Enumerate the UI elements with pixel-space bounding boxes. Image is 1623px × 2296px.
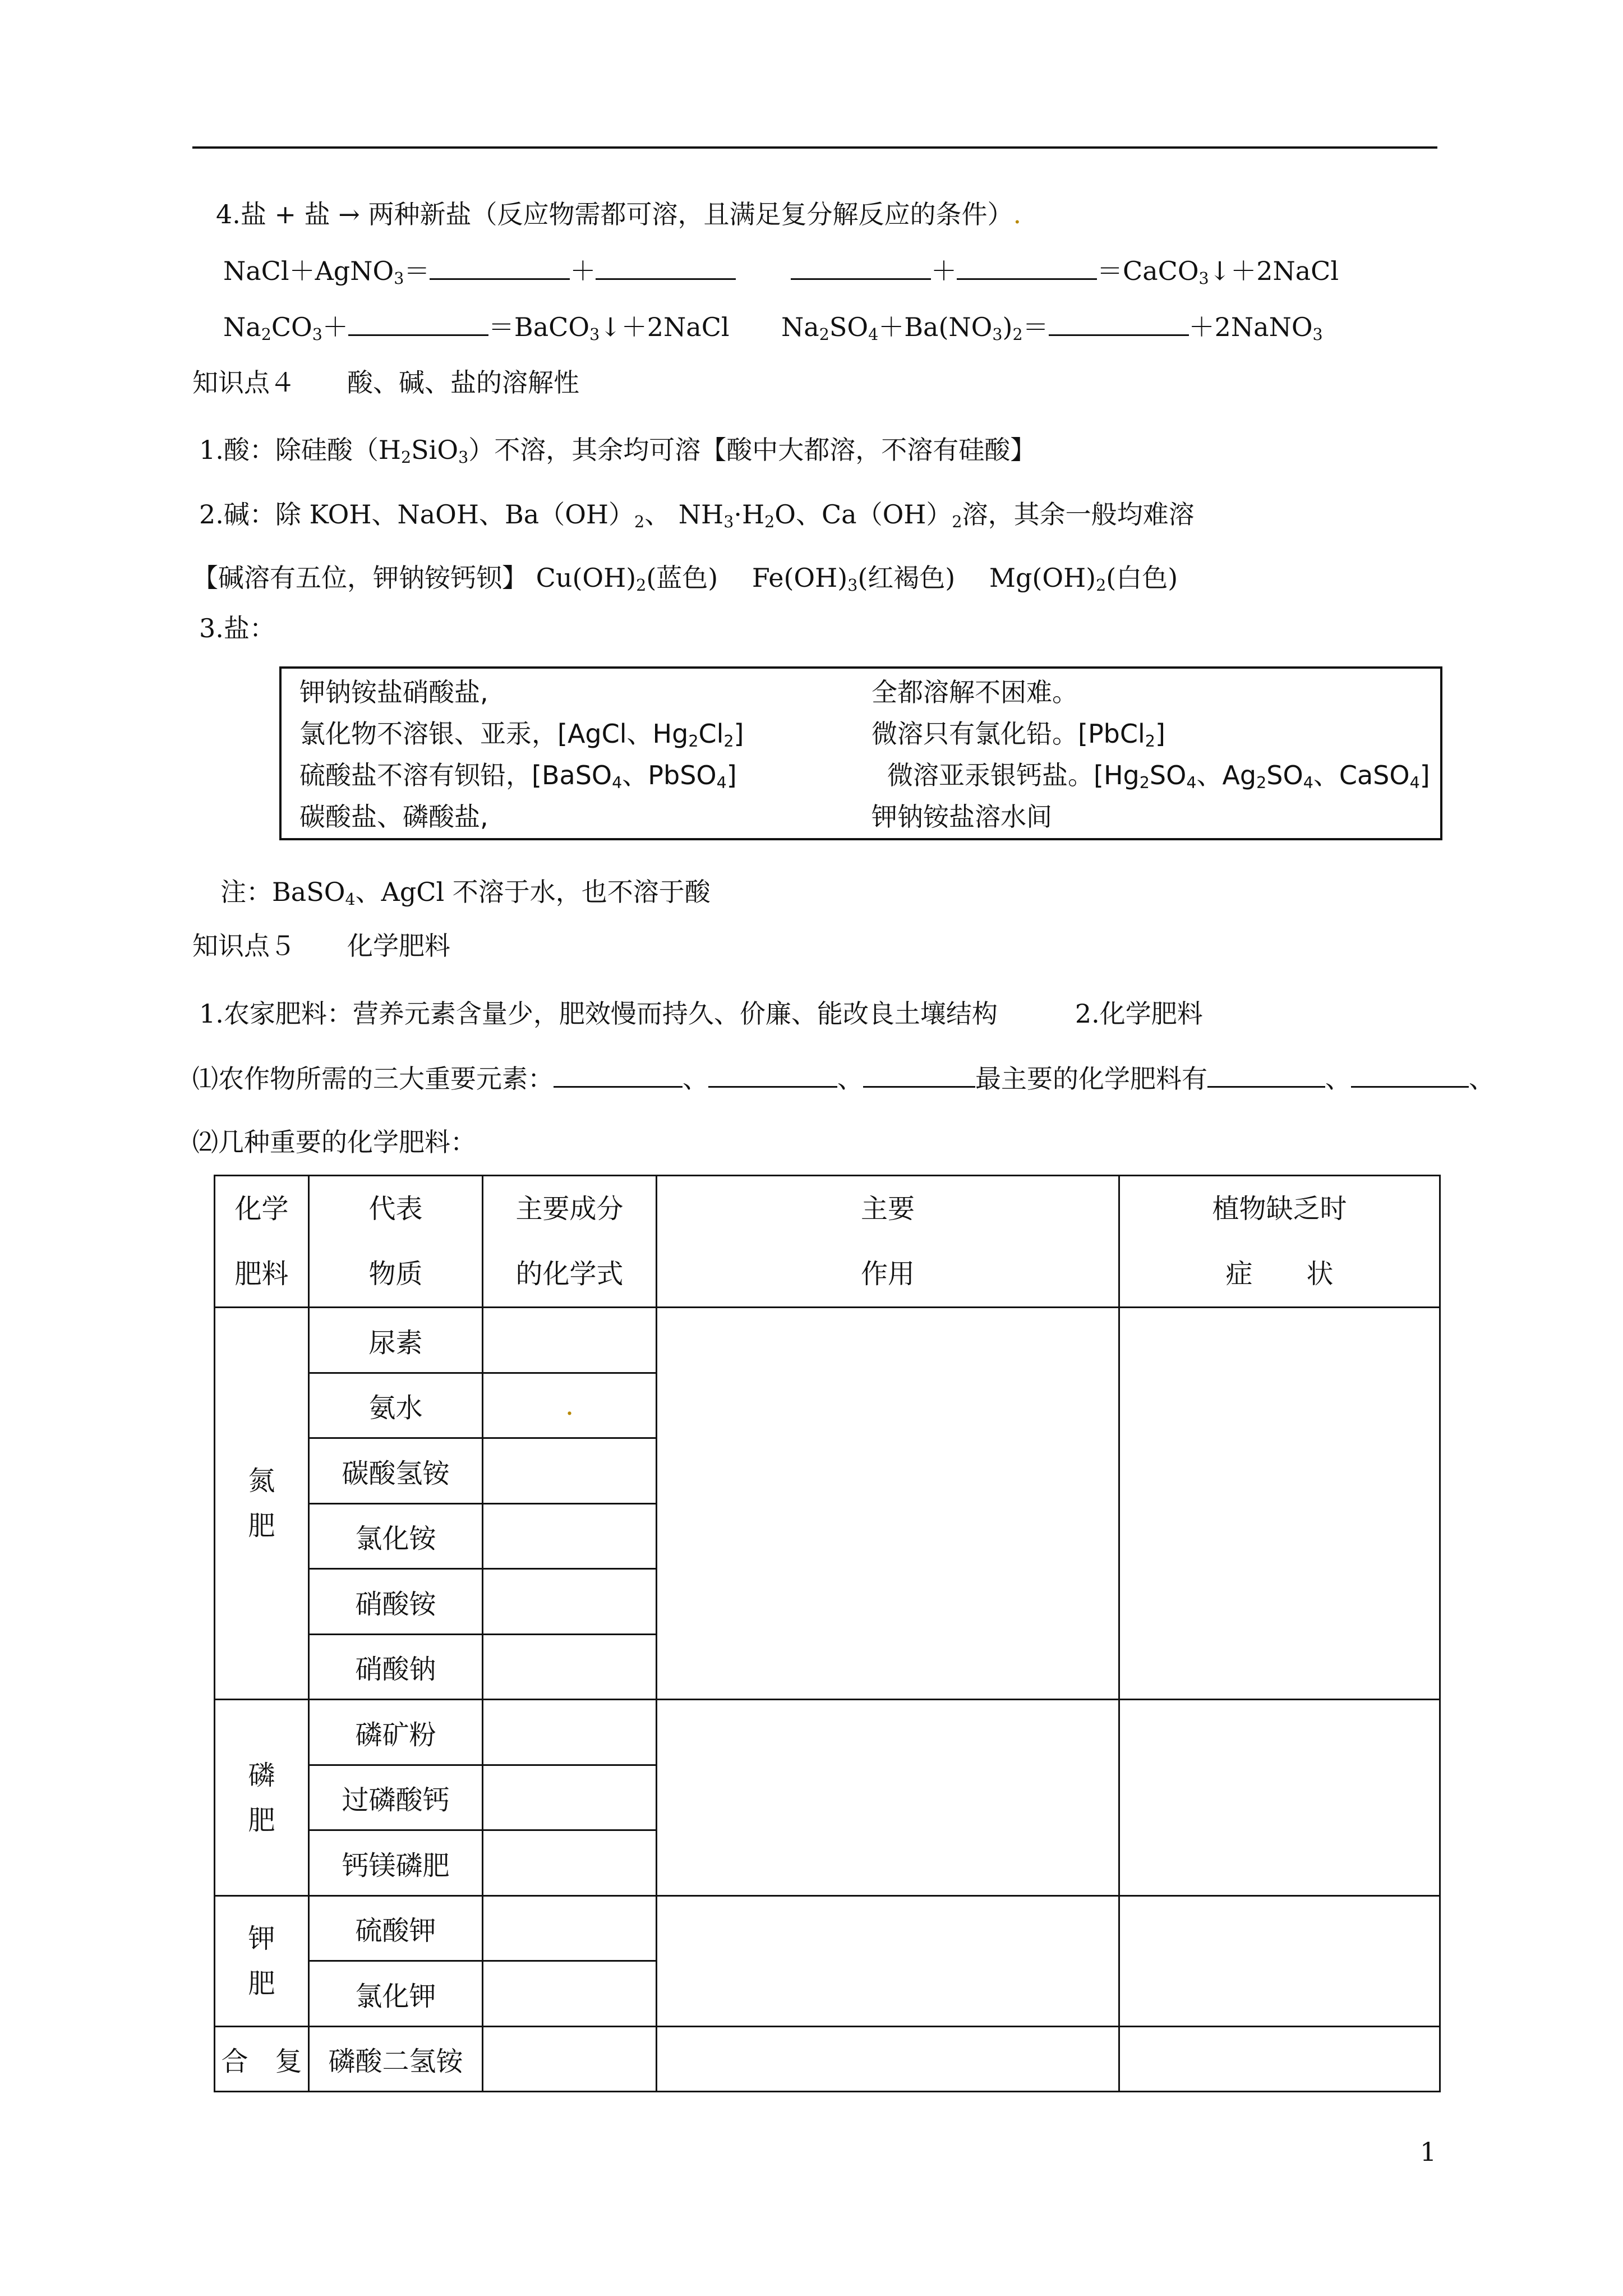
header-representative: 代表 物质: [309, 1176, 483, 1308]
header-fertilizer-type: 化学 肥料: [215, 1176, 309, 1308]
answer-blank[interactable]: [596, 254, 736, 280]
base-mnemonic: 【碱溶有五位，钾钠铵钙钡】 $Cu(OH)_2$(蓝色) $Fe(OH)_3$(红褐色) $Mg(OH)_2$(白色): [192, 563, 1178, 595]
formula-cell[interactable]: [483, 1896, 657, 1961]
box-row-2-left: 氯化物不溶银、亚汞，[AgCl、$Hg_2Cl_2$]: [299, 719, 744, 751]
equation-1: NaCl＋AgNO$_3$＝ ＋: [223, 254, 736, 288]
formula-cell[interactable]: [483, 1700, 657, 1765]
answer-blank[interactable]: [348, 310, 488, 336]
answer-blank[interactable]: [863, 1061, 975, 1088]
answer-blank[interactable]: [554, 1061, 683, 1088]
item-cell: 尿素: [309, 1308, 483, 1373]
answer-blank[interactable]: [430, 254, 570, 280]
box-row-4-right: 钾钠铵盐溶水间: [872, 802, 1052, 832]
stray-mark: .: [565, 1389, 574, 1421]
farm-fertilizer-text: 1.农家肥料：营养元素含量少，肥效慢而持久、价廉、能改良土壤结构 2.化学肥料: [199, 999, 1203, 1029]
deficiency-cell[interactable]: [1119, 1896, 1440, 2027]
formula-cell[interactable]: [483, 1438, 657, 1504]
function-cell[interactable]: [657, 2027, 1119, 2092]
category-compound: 合 复: [215, 2027, 309, 2092]
answer-blank[interactable]: [1049, 310, 1189, 336]
answer-blank[interactable]: [1351, 1061, 1469, 1088]
item-cell: 磷酸二氢铵: [309, 2027, 483, 2092]
table-header-row: [215, 1176, 1440, 1308]
box-row-1-right: 全都溶解不困难。: [872, 677, 1078, 707]
category-phosphorus: 磷 肥: [215, 1700, 309, 1896]
formula-cell[interactable]: [483, 1504, 657, 1569]
salt-salt-heading: 4.盐 + 盐 → 两种新盐（反应物需都可溶，且满足复分解反应的条件）.: [216, 199, 1022, 229]
item-cell: 钙镁磷肥: [309, 1830, 483, 1896]
function-cell[interactable]: [657, 1308, 1119, 1700]
deficiency-cell[interactable]: [1119, 1308, 1440, 1700]
formula-cell[interactable]: [483, 2027, 657, 2092]
table-row: [215, 1896, 1440, 1961]
knowledge-5-title: 知识点５ 化学肥料: [192, 931, 450, 961]
item-cell: 过磷酸钙: [309, 1765, 483, 1830]
formula-cell[interactable]: [483, 1830, 657, 1896]
item-cell: 碳酸氢铵: [309, 1438, 483, 1504]
equation-4: $Na_2SO_4+Ba(NO_3)_2=$ ＋2NaNO$_3$: [781, 310, 1323, 344]
category-potassium: 钾 肥: [215, 1896, 309, 2027]
item-cell: 氯化铵: [309, 1504, 483, 1569]
knowledge-4-title: 知识点４ 酸、碱、盐的溶解性: [192, 367, 579, 398]
box-row-2-right: 微溶只有氯化铅。[PbCl$_2$]: [872, 719, 1165, 751]
table-row: [215, 2027, 1440, 2092]
function-cell[interactable]: [657, 1896, 1119, 2027]
header-deficiency: 植物缺乏时 症 状: [1119, 1176, 1440, 1308]
acid-rule: 1.酸：除硅酸$(H_2SiO_3)$不溶，其余均可溶【酸中大都溶，不溶有硅酸】: [199, 435, 1036, 467]
table-row: [215, 1700, 1440, 1765]
answer-blank[interactable]: [708, 1061, 837, 1088]
top-rule: [192, 146, 1437, 149]
box-row-3-left: 硫酸盐不溶有钡铅，[BaSO$_4$、PbSO$_4$]: [299, 760, 737, 793]
item-cell: 氨水: [309, 1373, 483, 1438]
item-cell: 硝酸钠: [309, 1635, 483, 1700]
equation-3: $Na_2CO_3+$ ＝BaCO$_3$↓＋2NaCl: [223, 310, 730, 344]
answer-blank[interactable]: [791, 254, 931, 280]
formula-cell[interactable]: [483, 1765, 657, 1830]
box-row-3-right: 微溶亚汞银钙盐。[$Hg_2SO_4$、$Ag_2SO_4$、CaSO$_4$]: [887, 760, 1430, 793]
header-formula: 主要成分 的化学式: [483, 1176, 657, 1308]
formula-cell[interactable]: [483, 1308, 657, 1373]
base-rule: 2.碱：除 KOH、NaOH、$Ba(OH)_2$、 $NH_3\cdot H_2O$、$Ca(OH)_2$溶，其余一般均难溶: [199, 499, 1195, 532]
item-cell: 磷矿粉: [309, 1700, 483, 1765]
item-cell: 硝酸铵: [309, 1569, 483, 1635]
fertilizer-table: [214, 1175, 1441, 2092]
item-cell: 硫酸钾: [309, 1896, 483, 1961]
salt-solubility-box: [279, 666, 1442, 840]
salt-label: 3.盐：: [199, 613, 275, 643]
important-fertilizers-label: ⑵几种重要的化学肥料：: [192, 1127, 476, 1157]
answer-blank[interactable]: [1207, 1061, 1325, 1088]
category-nitrogen: 氮 肥: [215, 1308, 309, 1700]
formula-cell[interactable]: [483, 1961, 657, 2027]
function-cell[interactable]: [657, 1700, 1119, 1896]
header-function: 主要 作用: [657, 1176, 1119, 1308]
answer-blank[interactable]: [957, 254, 1097, 280]
equation-2: ＋ ＝CaCO$_3$↓＋2NaCl: [791, 254, 1339, 288]
deficiency-cell[interactable]: [1119, 1700, 1440, 1896]
formula-cell[interactable]: [483, 1635, 657, 1700]
three-elements-line: ⑴农作物所需的三大重要元素： 、 、 最主要的化学肥料有 、 、: [192, 1061, 1495, 1096]
insoluble-note: 注：BaSO$_4$、AgCl 不溶于水，也不溶于酸: [220, 877, 711, 909]
deficiency-cell[interactable]: [1119, 2027, 1440, 2092]
formula-cell[interactable]: [483, 1373, 657, 1438]
box-row-1-left: 钾钠铵盐硝酸盐,: [299, 677, 488, 707]
formula-cell[interactable]: [483, 1569, 657, 1635]
item-cell: 氯化钾: [309, 1961, 483, 2027]
box-row-4-left: 碳酸盐、磷酸盐,: [299, 802, 488, 832]
table-row: [215, 1308, 1440, 1373]
page-number: 1: [1420, 2137, 1437, 2167]
